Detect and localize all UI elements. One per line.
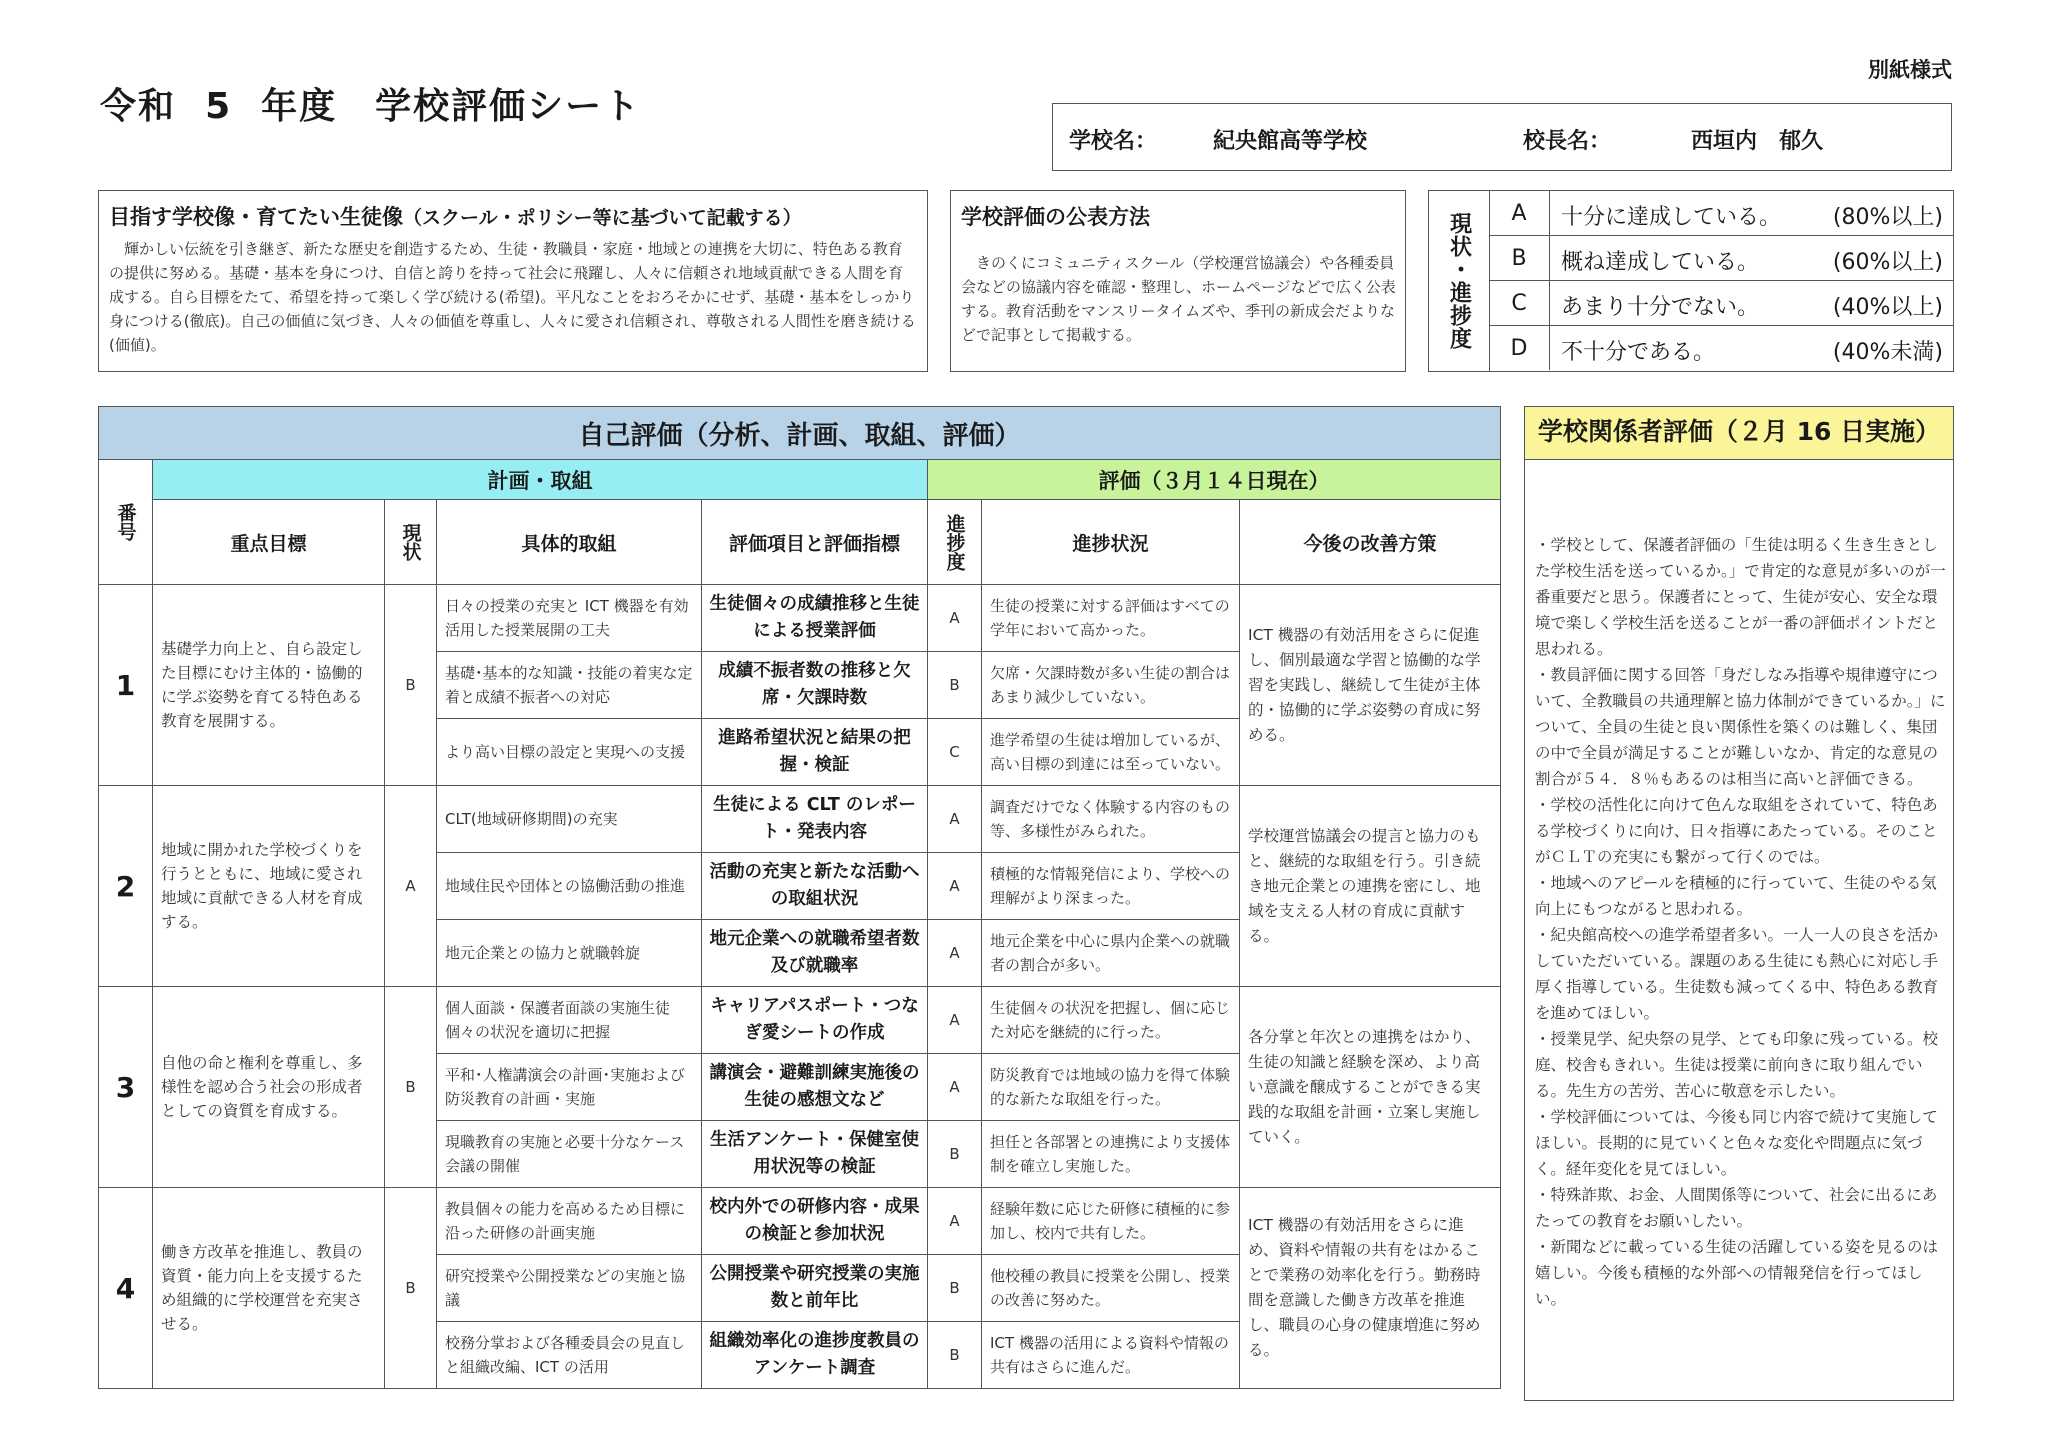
stakeholder-body (1524, 460, 1954, 1401)
scale-pct: (60%以上) (1832, 250, 1943, 275)
item-progress-grade: A (928, 786, 982, 853)
item-current: B (385, 987, 437, 1188)
item-progress: 進学希望の生徒は増加しているが、高い目標の到達には至っていない。 (982, 719, 1240, 786)
stakeholder-comment: ・地域へのアピールを積極的に行っていて、生徒のやる気向上にもつながると思われる。 (1535, 874, 1937, 918)
stakeholder-comment: ・新聞などに載っている生徒の活躍している姿を見るのは嬉しい。今後も積極的な外部への情報発信を行ってほしい。 (1535, 1238, 1939, 1308)
scale-desc: 不十分である。 (1561, 340, 1716, 365)
item-progress: 調査だけでなく体験する内容のもの等、多様性がみられた。 (982, 786, 1240, 853)
item-goal: 自他の命と権利を尊重し、多様性を認め合う社会の形成者としての資質を育成する。 (153, 987, 385, 1188)
stakeholder-title: 学校関係者評価（２月 16 日実施） (1524, 406, 1954, 460)
publication-body: きのくにコミュニティスクール（学校運営協議会）や各種委員会などの協議内容を確認・整理し、ホームページなどで広く公表する。教育活動をマンスリータイムズや、季刊の新成会だよりなどで記事として掲載する。 (961, 254, 1396, 344)
item-improvement: 学校運営協議会の提言と協力のもと、継続的な取組を行う。引き続き地元企業との連携を密にし、地域を支える人材の育成に貢献する。 (1240, 786, 1501, 987)
item-progress: 経験年数に応じた研修に積極的に参加し、校内で共有した。 (982, 1188, 1240, 1255)
item-action: 校務分掌および各種委員会の見直しと組織改編、ICT の活用 (437, 1322, 702, 1389)
plan-header: 計画・取組 (153, 460, 928, 500)
publication-title: 学校評価の公表方法 (961, 205, 1150, 229)
stakeholder-comment: ・授業見学、紀央祭の見学、とても印象に残っている。校庭、校舎もきれい。生徒は授業に前向きに取り組んでいる。先生方の苦労、苦心に敬意を示したい。 (1535, 1030, 1939, 1100)
page-title: 令和 5 年度 学校評価シート (100, 86, 642, 127)
table-row (99, 786, 1501, 853)
item-improvement: 各分掌と年次との連携をはかり、生徒の知識と経験を深め、より高い意識を醸成することができる実践的な取組を計画・立案し実施していく。 (1240, 987, 1501, 1188)
item-number: 4 (99, 1188, 153, 1389)
stakeholder-comment: ・紀央館高校への進学希望者多い。一人一人の良さを活かしていただいている。課題のある生徒にも熱心に対応し手厚く指導している。生徒数も減ってくる中、特色ある教育を進めてほしい。 (1535, 926, 1939, 1022)
item-progress-grade: B (928, 1121, 982, 1188)
scale-pct: (80%以上) (1832, 205, 1943, 230)
item-progress-grade: B (928, 652, 982, 719)
item-number: 3 (99, 987, 153, 1188)
scale-pct: (40%以上) (1832, 295, 1943, 320)
item-progress-grade: A (928, 920, 982, 987)
table-row (99, 987, 1501, 1054)
item-indicator: 校内外での研修内容・成果の検証と参加状況 (702, 1188, 928, 1255)
stakeholder-comment: ・学校として、保護者評価の「生徒は明るく生き生きとした学校生活を送っているか。」で肯定的な意見が多いのが一番重要だと思う。保護者にとって、生徒が安心、安全な環境で楽しく学校生活を送ることが一番の評価ポイントだと思われる。 (1535, 536, 1946, 658)
item-number: 1 (99, 585, 153, 786)
grade-scale-table (1428, 190, 1954, 372)
table-row (99, 1188, 1501, 1255)
item-indicator: 生徒個々の成績推移と生徒による授業評価 (702, 585, 928, 652)
principal-label: 校長名： (1523, 129, 1612, 154)
stakeholder-comment: ・教員評価に関する回答「身だしなみ指導や規律遵守について、全教職員の共通理解と協力体制ができているか。」について、全員の生徒と良い関係性を築くのは難しく、集団の中で全員が満足することが難しいなか、肯定的な意見の割合が５４．８％もあるのは相当に高いと評価できる。 (1535, 666, 1946, 788)
item-indicator: 地元企業への就職希望者数及び就職率 (702, 920, 928, 987)
item-indicator: 生徒による CLT のレポート・発表内容 (702, 786, 928, 853)
school-info-box (1052, 103, 1952, 171)
vision-box (98, 190, 928, 372)
school-name-label: 学校名： (1069, 129, 1158, 154)
item-action: 基礎･基本的な知識・技能の着実な定着と成績不振者への対応 (437, 652, 702, 719)
school-name: 紀央館高等学校 (1213, 129, 1368, 154)
item-current: B (385, 585, 437, 786)
scale-desc: 十分に達成している。 (1561, 205, 1782, 230)
publication-box (950, 190, 1406, 372)
col-num-label: 番号 (114, 503, 137, 541)
item-progress-grade: A (928, 1054, 982, 1121)
item-indicator: 公開授業や研究授業の実施数と前年比 (702, 1255, 928, 1322)
item-number: 2 (99, 786, 153, 987)
vision-title: 目指す学校像・育てたい生徒像 (109, 205, 403, 229)
item-action: 地域住民や団体との協働活動の推進 (437, 853, 702, 920)
scale-grade: A (1489, 191, 1550, 235)
item-action: 教員個々の能力を高めるため目標に沿った研修の計画実施 (437, 1188, 702, 1255)
scale-row (1489, 326, 1953, 371)
scale-pct: (40%未満) (1832, 340, 1943, 365)
col-indicator-header: 評価項目と評価指標 (702, 500, 928, 585)
item-progress: 積極的な情報発信により、学校への理解がより深まった。 (982, 853, 1240, 920)
col-improvement-header: 今後の改善方策 (1240, 500, 1501, 585)
item-progress-grade: A (928, 585, 982, 652)
scale-grade: C (1489, 281, 1550, 325)
item-progress: 生徒個々の状況を把握し、個に応じた対応を継続的に行った。 (982, 987, 1240, 1054)
item-goal: 地域に開かれた学校づくりを行うとともに、地域に愛され地域に貢献できる人材を育成する。 (153, 786, 385, 987)
item-improvement: ICT 機器の有効活用をさらに進め、資料や情報の共有をはかることで業務の効率化を行う。勤務時間を意識した働き方改革を推進し、職員の心身の健康増進に努める。 (1240, 1188, 1501, 1389)
item-improvement: ICT 機器の有効活用をさらに促進し、個別最適な学習と協働的な学習を実践し、継続して生徒が主体的・協働的に学ぶ姿勢の育成に努める。 (1240, 585, 1501, 786)
vision-title-row (109, 201, 802, 231)
item-indicator: 成績不振者数の推移と欠席・欠課時数 (702, 652, 928, 719)
stakeholder-comment: ・学校の活性化に向けて色んな取組をされていて、特色ある学校づくりに向け、日々指導にあたっている。そのことがＣＬＴの充実にも繋がって行くのでは。 (1535, 796, 1938, 866)
item-progress: 担任と各部署との連携により支援体制を確立し実施した。 (982, 1121, 1240, 1188)
col-progress-grade-header (928, 500, 982, 585)
vision-subtitle: （スクール・ポリシー等に基づいて記載する） (403, 207, 802, 229)
item-indicator: 組織効率化の進捗度教員のアンケート調査 (702, 1322, 928, 1389)
item-progress: 生徒の授業に対する評価はすべての学年において高かった。 (982, 585, 1240, 652)
col-current-label: 現状 (399, 523, 422, 561)
col-action-header: 具体的取組 (437, 500, 702, 585)
item-indicator: 進路希望状況と結果の把握・検証 (702, 719, 928, 786)
scale-row (1489, 236, 1953, 281)
col-progress-header: 進捗状況 (982, 500, 1240, 585)
self-evaluation-table (98, 406, 1501, 1389)
col-num-header (99, 460, 153, 585)
scale-header: 現状・進捗度 (1429, 191, 1490, 371)
item-current: B (385, 1188, 437, 1389)
table-row (99, 585, 1501, 652)
item-action: より高い目標の設定と実現への支援 (437, 719, 702, 786)
item-progress: 地元企業を中心に県内企業への就職者の割合が多い。 (982, 920, 1240, 987)
item-action: 日々の授業の充実と ICT 機器を有効活用した授業展開の工夫 (437, 585, 702, 652)
col-current-header (385, 500, 437, 585)
col-goal-header: 重点目標 (153, 500, 385, 585)
scale-grade: D (1489, 326, 1550, 370)
col-progress-grade-label: 進捗度 (943, 513, 966, 571)
self-eval-title: 自己評価（分析、計画、取組、評価） (99, 407, 1501, 460)
item-action: 研究授業や公開授業などの実施と協議 (437, 1255, 702, 1322)
item-goal: 基礎学力向上と、自ら設定した目標にむけ主体的・協働的に学ぶ姿勢を育てる特色ある教育を展開する。 (153, 585, 385, 786)
item-progress-grade: B (928, 1255, 982, 1322)
form-label: 別紙様式 (1868, 58, 1952, 82)
stakeholder-comments (1535, 532, 1947, 1312)
scale-row (1489, 281, 1953, 326)
vision-body: 輝かしい伝統を引き継ぎ、新たな歴史を創造するため、生徒・教職員・家庭・地域との連携を大切に、特色ある教育の提供に努める。基礎・基本を身につけ、自信と誇りを持って社会に飛躍し、人々に信頼され地域貢献できる人間を育成する。自ら目標をたて、希望を持って楽しく学び続ける(希望)。平凡なことをおろそかにせず、基礎・基本をしっかり身につける(徹底)。自己の価値に気づき、人々の価値を尊重し、人々に愛され信頼され、尊敬される人間性を磨き続ける(価値)。 (109, 240, 916, 354)
eval-header: 評価（３月１４日現在） (928, 460, 1501, 500)
item-progress-grade: A (928, 1188, 982, 1255)
item-action: 現職教育の実施と必要十分なケース会議の開催 (437, 1121, 702, 1188)
item-action: 平和･人権講演会の計画･実施および防災教育の計画・実施 (437, 1054, 702, 1121)
item-progress-grade: C (928, 719, 982, 786)
stakeholder-comment: ・特殊詐欺、お金、人間関係等について、社会に出るにあたっての教育をお願いしたい。 (1535, 1186, 1938, 1230)
item-action: CLT(地域研修期間)の充実 (437, 786, 702, 853)
scale-grade: B (1489, 236, 1550, 280)
item-progress-grade: B (928, 1322, 982, 1389)
stakeholder-comment: ・学校評価については、今後も同じ内容で続けて実施してほしい。長期的に見ていくと色々な変化や問題点に気づく。経年変化を見てほしい。 (1535, 1108, 1938, 1178)
item-current: A (385, 786, 437, 987)
item-progress-grade: A (928, 853, 982, 920)
item-indicator: 活動の充実と新たな活動への取組状況 (702, 853, 928, 920)
item-progress: 防災教育では地域の協力を得て体験的な新たな取組を行った。 (982, 1054, 1240, 1121)
principal-name: 西垣内 郁久 (1691, 129, 1824, 154)
item-action: 地元企業との協力と就職斡旋 (437, 920, 702, 987)
item-progress: 欠席・欠課時数が多い生徒の割合はあまり減少していない。 (982, 652, 1240, 719)
item-indicator: 講演会・避難訓練実施後の生徒の感想文など (702, 1054, 928, 1121)
item-progress: 他校種の教員に授業を公開し、授業の改善に努めた。 (982, 1255, 1240, 1322)
item-action: 個人面談・保護者面談の実施生徒個々の状況を適切に把握 (437, 987, 702, 1054)
item-indicator: キャリアパスポート・つなぎ愛シートの作成 (702, 987, 928, 1054)
item-progress: ICT 機器の活用による資料や情報の共有はさらに進んだ。 (982, 1322, 1240, 1389)
scale-desc: あまり十分でない。 (1561, 295, 1760, 320)
scale-desc: 概ね達成している。 (1561, 250, 1760, 275)
item-progress-grade: A (928, 987, 982, 1054)
scale-row (1489, 191, 1953, 236)
item-indicator: 生活アンケート・保健室使用状況等の検証 (702, 1121, 928, 1188)
item-goal: 働き方改革を推進し、教員の資質・能力向上を支援するため組織的に学校運営を充実させる。 (153, 1188, 385, 1389)
